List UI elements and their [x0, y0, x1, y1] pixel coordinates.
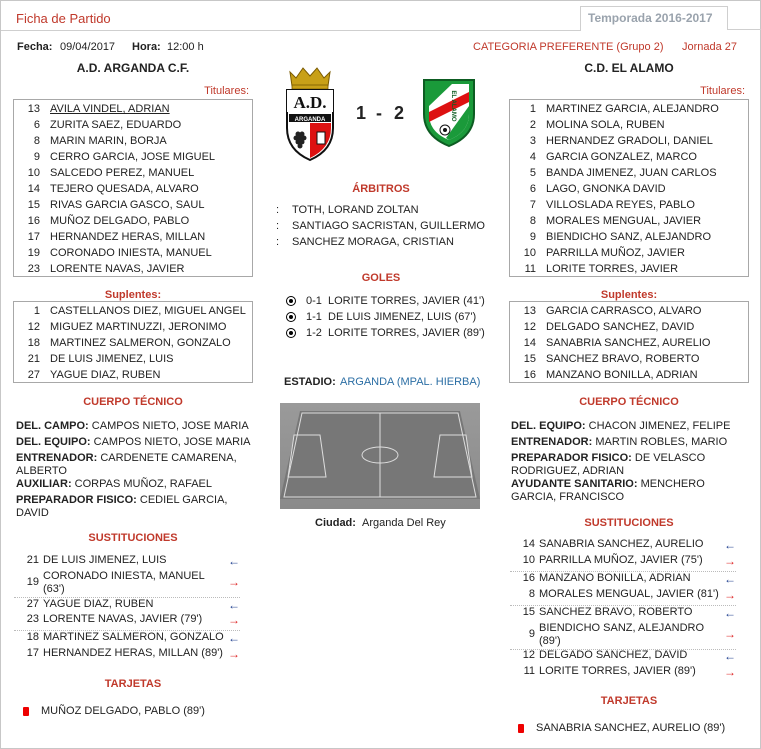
arrow-right-icon: →	[228, 647, 240, 661]
date-label: Fecha:	[17, 41, 53, 53]
arrow-left-icon: ←	[724, 606, 736, 620]
staff-role: PREPARADOR FISICO:	[16, 494, 137, 506]
player-number: 13	[523, 305, 536, 317]
player-name[interactable]: DE LUIS JIMENEZ, LUIS	[50, 353, 174, 365]
away-score: 2	[394, 103, 405, 123]
player-row[interactable]	[14, 165, 252, 181]
player-name[interactable]: CASTELLANOS DIEZ, MIGUEL ANGEL	[50, 305, 246, 317]
sub-player[interactable]: DELGADO SANCHEZ, DAVID	[539, 649, 688, 661]
season-label[interactable]: Temporada 2016-2017	[588, 11, 713, 25]
player-row[interactable]	[14, 245, 252, 261]
player-number: 23	[27, 263, 40, 275]
sub-player[interactable]: MORALES MENGUAL, JAVIER (81')	[539, 588, 719, 600]
home-subs-label: Suplentes:	[104, 289, 162, 301]
sub-number: 12	[522, 649, 535, 661]
player-number: 9	[33, 151, 40, 163]
player-number: 9	[529, 231, 536, 243]
player-number: 4	[529, 151, 536, 163]
sub-number: 27	[26, 598, 39, 610]
sub-number: 9	[528, 628, 535, 640]
player-number: 5	[529, 167, 536, 179]
staff-role: PREPARADOR FISICO:	[511, 452, 632, 464]
stadium-label: ESTADIO:	[284, 376, 336, 388]
sub-number: 17	[26, 647, 39, 659]
player-name[interactable]: GARCIA GONZALEZ, MARCO	[546, 151, 697, 163]
player-row[interactable]	[510, 351, 748, 367]
goal-score: 1-1	[306, 311, 322, 323]
player-name[interactable]: ZURITA SAEZ, EDUARDO	[50, 119, 182, 131]
sub-player[interactable]: MANZANO BONILLA, ADRIAN	[539, 572, 691, 584]
sub-number: 16	[522, 572, 535, 584]
city-name: Arganda Del Rey	[362, 517, 446, 529]
sub-number: 21	[26, 554, 39, 566]
player-name[interactable]: MORALES MENGUAL, JAVIER	[546, 215, 702, 227]
player-number: 2	[529, 119, 536, 131]
player-number: 18	[27, 337, 40, 349]
player-name[interactable]: BIENDICHO SANZ, ALEJANDRO	[546, 231, 712, 243]
arrow-right-icon: →	[724, 627, 736, 641]
player-number: 10	[523, 247, 536, 259]
player-name[interactable]: DELGADO SANCHEZ, DAVID	[546, 321, 695, 333]
player-number: 19	[27, 247, 40, 259]
player-row[interactable]	[510, 197, 748, 213]
el-alamo-crest-icon	[422, 76, 476, 148]
staff-entry	[16, 436, 252, 449]
player-number: 11	[524, 263, 536, 275]
staff-role: AYUDANTE SANITARIO:	[511, 478, 638, 490]
player-row[interactable]	[14, 351, 252, 367]
sub-player[interactable]: BIENDICHO SANZ, ALEJANDRO (89')	[539, 622, 705, 647]
player-row[interactable]	[14, 197, 252, 213]
time-label: Hora:	[132, 41, 161, 53]
player-name[interactable]: TEJERO QUESADA, ALVARO	[50, 183, 199, 195]
player-name[interactable]: LORITE TORRES, JAVIER	[546, 263, 679, 275]
player-name[interactable]: AVILA VINDEL, ADRIAN	[50, 103, 170, 115]
staff-entry	[511, 436, 747, 449]
player-number: 8	[33, 135, 40, 147]
player-row[interactable]	[14, 149, 252, 165]
player-row[interactable]	[14, 213, 252, 229]
pitch-image	[280, 403, 480, 509]
page-title: Ficha de Partido	[16, 11, 111, 26]
sub-player[interactable]: LORENTE NAVAS, JAVIER (79')	[43, 613, 203, 625]
player-row[interactable]	[510, 367, 748, 383]
sub-number: 8	[528, 588, 535, 600]
player-number: 12	[523, 321, 536, 333]
arrow-right-icon: →	[724, 588, 736, 602]
away-starters-label: Titulares:	[700, 85, 745, 97]
player-row[interactable]	[14, 319, 252, 335]
player-number: 14	[27, 183, 40, 195]
player-row[interactable]	[14, 133, 252, 149]
staff-name: CARDENETE CAMARENA, ALBERTO	[16, 452, 237, 477]
arrow-left-icon: ←	[724, 572, 736, 586]
staff-entry	[16, 420, 252, 433]
staff-name: CAMPOS NIETO, JOSE MARIA	[91, 420, 249, 432]
staff-name: CORPAS MUÑOZ, RAFAEL	[74, 478, 212, 490]
arrow-left-icon: ←	[724, 649, 736, 663]
player-name[interactable]: HERNANDEZ HERAS, MILLAN	[50, 231, 206, 243]
home-substitutions-heading: SUSTITUCIONES	[88, 532, 178, 544]
sub-player[interactable]: HERNANDEZ HERAS, MILLAN (89')	[43, 647, 223, 659]
player-number: 16	[27, 215, 40, 227]
sub-player[interactable]: CORONADO INIESTA, MANUEL (63')	[43, 570, 205, 595]
player-row[interactable]	[510, 319, 748, 335]
staff-role: ENTRENADOR:	[511, 436, 593, 448]
player-name[interactable]: GARCIA CARRASCO, ALVARO	[546, 305, 702, 317]
player-row[interactable]	[14, 101, 252, 117]
referee-name: SANCHEZ MORAGA, CRISTIAN	[292, 236, 454, 248]
away-cards-heading: TARJETAS	[600, 695, 658, 707]
crest-name: EL ALAMO	[450, 90, 456, 122]
player-number: 15	[27, 199, 40, 211]
player-row[interactable]	[510, 335, 748, 351]
player-name[interactable]: MIGUEZ MARTINUZZI, JERONIMO	[50, 321, 227, 333]
player-row[interactable]	[510, 245, 748, 261]
match-date: 09/04/2017	[60, 41, 116, 53]
away-team-name: C.D. EL ALAMO	[584, 61, 674, 75]
sub-player[interactable]: LORITE TORRES, JAVIER (89')	[539, 665, 696, 677]
staff-name: CHACON JIMENEZ, FELIPE	[588, 420, 731, 432]
referee-colon: :	[276, 236, 280, 248]
player-name[interactable]: MARTINEZ SALMERON, GONZALO	[50, 337, 231, 349]
player-name[interactable]: SANCHEZ BRAVO, ROBERTO	[546, 353, 700, 365]
player-name[interactable]: MANZANO BONILLA, ADRIAN	[546, 369, 698, 381]
card-player[interactable]: SANABRIA SANCHEZ, AURELIO (89')	[536, 722, 726, 734]
home-score: 1	[356, 103, 367, 123]
soccer-ball-icon	[286, 328, 296, 338]
sub-number: 19	[26, 576, 39, 588]
staff-entry	[16, 452, 252, 478]
player-name[interactable]: MUÑOZ DELGADO, PABLO	[50, 215, 190, 227]
player-number: 14	[523, 337, 536, 349]
player-number: 12	[27, 321, 40, 333]
arrow-left-icon: ←	[228, 554, 240, 568]
player-name[interactable]: MARIN MARIN, BORJA	[50, 135, 167, 147]
sub-number: 10	[522, 554, 535, 566]
round: Jornada 27	[682, 41, 738, 53]
player-name[interactable]: CERRO GARCIA, JOSE MIGUEL	[50, 151, 216, 163]
home-cards-heading: TARJETAS	[104, 678, 162, 690]
player-row[interactable]	[510, 133, 748, 149]
player-name[interactable]: MARTINEZ GARCIA, ALEJANDRO	[546, 103, 719, 115]
player-name[interactable]: VILLOSLADA REYES, PABLO	[546, 199, 695, 211]
staff-role: AUXILIAR:	[16, 478, 72, 490]
card-player[interactable]: MUÑOZ DELGADO, PABLO (89')	[41, 705, 205, 717]
player-row[interactable]	[14, 303, 252, 319]
player-name[interactable]: SALCEDO PEREZ, MANUEL	[50, 167, 195, 179]
referee-name: SANTIAGO SACRISTAN, GUILLERMO	[292, 220, 485, 232]
staff-role: ENTRENADOR:	[16, 452, 98, 464]
sub-number: 14	[522, 538, 535, 550]
player-number: 27	[27, 369, 40, 381]
player-name[interactable]: HERNANDEZ GRADOLI, DANIEL	[546, 135, 713, 147]
player-row[interactable]	[510, 213, 748, 229]
crest-banner: ARGANDA	[294, 117, 326, 123]
player-row[interactable]	[510, 261, 748, 277]
player-name[interactable]: LORENTE NAVAS, JAVIER	[50, 263, 185, 275]
staff-role: DEL. EQUIPO:	[16, 436, 91, 448]
sub-number: 23	[26, 613, 39, 625]
player-row[interactable]	[14, 367, 252, 383]
player-name[interactable]: MOLINA SOLA, RUBEN	[546, 119, 665, 131]
sub-player[interactable]: SANCHEZ BRAVO, ROBERTO	[539, 606, 693, 618]
player-number: 1	[529, 103, 536, 115]
player-name[interactable]: LAGO, GNONKA DAVID	[546, 183, 666, 195]
soccer-ball-icon	[286, 296, 296, 306]
player-row[interactable]	[14, 117, 252, 133]
player-name[interactable]: RIVAS GARCIA GASCO, SAUL	[50, 199, 205, 211]
home-staff-heading: CUERPO TÉCNICO	[83, 396, 183, 408]
player-row[interactable]	[14, 335, 252, 351]
sub-number: 15	[522, 606, 535, 618]
player-row[interactable]	[510, 101, 748, 117]
match-time: 12:00 h	[167, 41, 204, 53]
player-name[interactable]: SANABRIA SANCHEZ, AURELIO	[546, 337, 711, 349]
stadium-link[interactable]: ARGANDA (MPAL. HIERBA)	[340, 376, 481, 388]
tab-corner	[728, 6, 761, 30]
header-divider	[1, 30, 581, 31]
sub-number: 18	[26, 631, 39, 643]
away-substitutions-heading: SUSTITUCIONES	[584, 517, 674, 529]
player-number: 6	[529, 183, 536, 195]
referee-colon: :	[276, 204, 280, 216]
sub-number: 11	[523, 665, 535, 677]
referee-colon: :	[276, 220, 280, 232]
away-staff-heading: CUERPO TÉCNICO	[579, 396, 679, 408]
staff-entry	[16, 478, 252, 491]
staff-role: DEL. CAMPO:	[16, 420, 89, 432]
player-number: 15	[523, 353, 536, 365]
player-number: 3	[529, 135, 536, 147]
arrow-left-icon: ←	[228, 631, 240, 645]
arrow-right-icon: →	[724, 665, 736, 679]
player-number: 10	[27, 167, 40, 179]
staff-entry	[511, 478, 747, 504]
player-number: 16	[523, 369, 536, 381]
category: CATEGORIA PREFERENTE (Grupo 2)	[473, 41, 664, 53]
red-card-icon	[23, 707, 29, 716]
goal-scorer: DE LUIS JIMENEZ, LUIS (67')	[328, 311, 477, 323]
red-card-icon	[518, 724, 524, 733]
player-name[interactable]: CORONADO INIESTA, MANUEL	[50, 247, 212, 259]
arganda-crest-icon	[284, 66, 336, 162]
arrow-right-icon: →	[228, 613, 240, 627]
home-team-name: A.D. ARGANDA C.F.	[76, 61, 190, 75]
arrow-right-icon: →	[724, 554, 736, 568]
staff-entry	[511, 452, 747, 478]
player-row[interactable]	[510, 303, 748, 319]
home-starters-box	[13, 99, 253, 277]
goal-score: 1-2	[306, 327, 322, 339]
crest-letters: A.D.	[293, 93, 327, 112]
sub-player[interactable]: DE LUIS JIMENEZ, LUIS	[43, 554, 167, 566]
player-row[interactable]	[510, 229, 748, 245]
goal-scorer: LORITE TORRES, JAVIER (89')	[328, 327, 485, 339]
staff-entry	[16, 494, 252, 520]
away-subs-label: Suplentes:	[600, 289, 658, 301]
sub-player[interactable]: SANABRIA SANCHEZ, AURELIO	[539, 538, 704, 550]
player-name[interactable]: BANDA JIMENEZ, JUAN CARLOS	[546, 167, 717, 179]
away-subs-box	[509, 301, 749, 383]
player-number: 8	[529, 215, 536, 227]
player-row[interactable]	[510, 165, 748, 181]
home-subs-box	[13, 301, 253, 383]
player-row[interactable]	[14, 181, 252, 197]
referees-heading: ÁRBITROS	[352, 183, 410, 195]
staff-name: MARTIN ROBLES, MARIO	[595, 436, 728, 448]
player-number: 7	[529, 199, 536, 211]
arrow-left-icon: ←	[724, 538, 736, 552]
player-number: 17	[27, 231, 40, 243]
player-name[interactable]: PARRILLA MUÑOZ, JAVIER	[546, 247, 685, 259]
goal-scorer: LORITE TORRES, JAVIER (41')	[328, 295, 485, 307]
goal-score: 0-1	[306, 295, 322, 307]
staff-role: DEL. EQUIPO:	[511, 420, 586, 432]
staff-name: CAMPOS NIETO, JOSE MARIA	[93, 436, 251, 448]
away-starters-box	[509, 99, 749, 277]
arrow-right-icon: →	[228, 575, 240, 589]
player-row[interactable]	[14, 229, 252, 245]
player-row[interactable]	[510, 181, 748, 197]
sub-player[interactable]: MARTINEZ SALMERON, GONZALO	[43, 631, 224, 643]
player-row[interactable]	[510, 149, 748, 165]
player-number: 6	[33, 119, 40, 131]
player-number: 13	[27, 103, 40, 115]
goals-heading: GOLES	[361, 272, 401, 284]
player-number: 21	[27, 353, 40, 365]
home-starters-label: Titulares:	[204, 85, 249, 97]
staff-name: CEDIEL GARCIA, DAVID	[16, 494, 228, 519]
staff-name: DE VELASCO RODRIGUEZ, ADRIAN	[511, 452, 706, 477]
player-row[interactable]	[510, 117, 748, 133]
arrow-left-icon: ←	[228, 598, 240, 612]
city-label: Ciudad:	[315, 517, 356, 529]
soccer-ball-icon	[286, 312, 296, 322]
player-row[interactable]	[14, 261, 252, 277]
score-separator: -	[376, 103, 382, 123]
sub-player[interactable]: PARRILLA MUÑOZ, JAVIER (75')	[539, 554, 703, 566]
staff-name: MENCHERO GARCIA, FRANCISCO	[511, 478, 705, 503]
player-number: 1	[33, 305, 40, 317]
sub-player[interactable]: YAGUE DIAZ, RUBEN	[43, 598, 154, 610]
player-name[interactable]: YAGUE DIAZ, RUBEN	[50, 369, 161, 381]
referee-name: TOTH, LORAND ZOLTAN	[292, 204, 419, 216]
staff-entry	[511, 420, 747, 433]
